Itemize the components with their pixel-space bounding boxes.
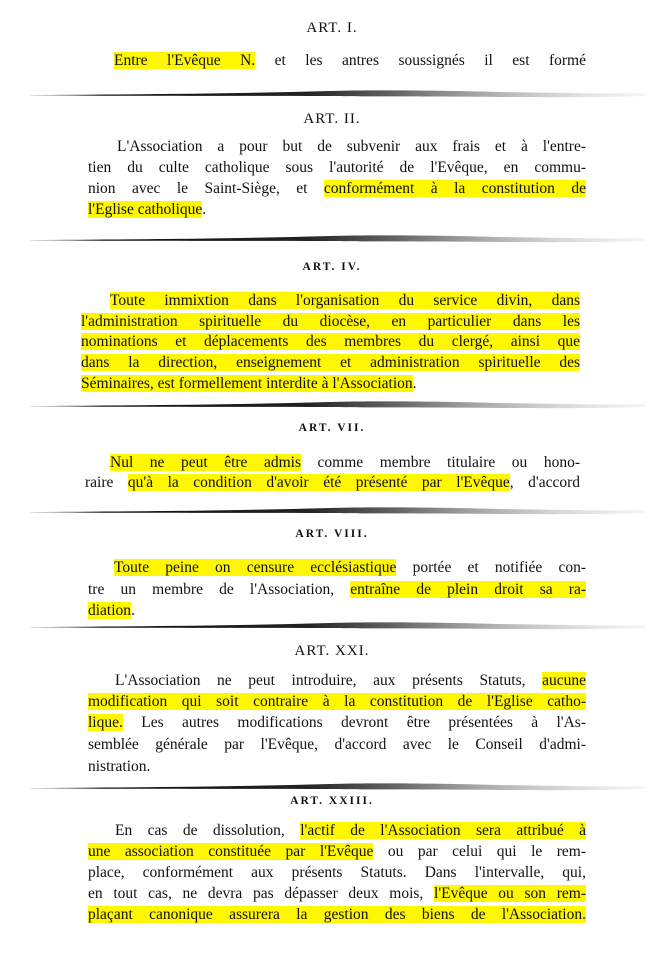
text: En cas de dissolution, <box>115 822 285 839</box>
highlight: nominations et déplacements des membres du clergé, ainsi que <box>81 333 580 350</box>
art-4-heading: ART. IV. <box>302 261 362 273</box>
text: portée et notifiée con- <box>412 559 587 576</box>
highlight: lique. <box>88 714 123 731</box>
art-21-line-5: nistration. <box>88 758 151 775</box>
text: ou par celui qui le rem- <box>387 843 587 860</box>
art-2-line-3 <box>88 178 586 199</box>
section-divider <box>30 88 645 100</box>
section-divider <box>30 505 645 517</box>
art-21-line-2 <box>88 691 586 712</box>
text: nion avec le Saint-Siège, et <box>88 180 308 197</box>
highlight: plaçant canonique assurera la gestion des biens de l'Association. <box>88 906 586 923</box>
highlight: diation <box>88 602 132 619</box>
art-23-line-4 <box>88 883 586 904</box>
highlight: Séminaires, est formellement interdite à l'Association <box>81 375 413 392</box>
section-divider <box>30 399 645 411</box>
highlight: conformément à la constitution de <box>323 180 586 197</box>
section-divider <box>30 620 645 632</box>
text: raire <box>85 474 114 491</box>
art-7-line-1 <box>110 452 580 473</box>
brush-stroke <box>30 90 645 97</box>
art-23-heading: ART. XXIII. <box>290 795 374 807</box>
highlight: l'administration spirituelle du diocèse, en particulier dans les <box>81 313 580 330</box>
art-1-heading: ART. I. <box>306 20 358 36</box>
text: tre un membre de l'Association, <box>88 581 335 598</box>
text: L'Association ne peut introduire, aux présents Statuts, <box>115 672 526 689</box>
art-21-line-3 <box>88 712 586 733</box>
art-2-line-2: tien du culte catholique sous l'autorité de l'Evêque, en commu- <box>88 159 586 176</box>
art-23-line-3: place, conformément aux présents Statuts. Dans l'intervalle, qui, <box>88 864 586 881</box>
art-4-line-5 <box>81 373 579 394</box>
highlight: l'Evêque ou son rem- <box>434 885 587 902</box>
art-4-line-2 <box>81 311 580 332</box>
highlight: Entre l'Evêque N. <box>114 52 256 69</box>
art-4-line-3 <box>81 331 580 352</box>
highlight: dans la direction, enseignement et administration spirituelle des <box>81 354 580 371</box>
art-8-line-3 <box>88 600 586 621</box>
art-7-line-2 <box>85 472 580 493</box>
art-8-line-2 <box>88 579 586 600</box>
art-4-line-4 <box>81 352 580 373</box>
brush-stroke <box>30 235 645 242</box>
brush-stroke <box>30 783 645 790</box>
art-2-line-1: L'Association a pour but de subvenir aux frais et à l'entre- <box>117 138 586 155</box>
art-23-line-5 <box>88 904 586 925</box>
text: , d'accord <box>509 474 581 491</box>
highlight: Toute immixtion dans l'organisation du service divin, dans <box>110 292 580 309</box>
art-1-line-1 <box>114 50 586 71</box>
art-4-line-1 <box>110 290 580 311</box>
text: Les autres modifications devront être présentées à l'As- <box>141 714 586 731</box>
brush-stroke <box>30 507 645 514</box>
art-21-line-1 <box>115 670 586 691</box>
brush-stroke <box>30 401 645 408</box>
highlight: modification qui soit contraire à la constitution de l'Eglise catho- <box>88 693 586 710</box>
highlight: qu'à la condition d'avoir été présenté par l'Evêque <box>127 474 510 491</box>
highlight: une association constituée par l'Evêque <box>88 843 374 860</box>
text: . <box>412 375 417 392</box>
section-divider <box>30 233 645 245</box>
art-21-heading: ART. XXI. <box>294 643 370 659</box>
text: . <box>202 201 207 218</box>
art-2-line-4 <box>88 199 586 220</box>
text: . <box>131 602 135 619</box>
art-8-heading: ART. VIII. <box>295 528 369 540</box>
art-7-heading: ART. VII. <box>298 422 366 434</box>
highlight: entraîne de plein droit sa ra- <box>350 581 586 598</box>
brush-stroke <box>30 622 645 629</box>
highlight: l'actif de l'Association sera attribué à <box>300 822 586 839</box>
art-21-line-4: semblée générale par l'Evêque, d'accord avec le Conseil d'admi- <box>88 736 586 753</box>
art-23-line-1 <box>115 820 586 841</box>
art-8-line-1 <box>114 557 586 578</box>
highlight: Toute peine on censure ecclésiastique <box>114 559 397 576</box>
highlight: aucune <box>542 672 586 689</box>
art-23-line-2 <box>88 841 586 862</box>
highlight: Nul ne peut être admis <box>110 454 301 471</box>
text: en tout cas, ne devra pas dépasser deux mois, <box>88 885 424 902</box>
art-2-heading: ART. II. <box>303 111 361 127</box>
section-divider <box>30 781 645 793</box>
text: comme membre titulaire ou hono- <box>317 454 580 471</box>
text: et les antres soussignés il est formé <box>274 52 586 69</box>
highlight: l'Eglise catholique <box>88 201 203 218</box>
